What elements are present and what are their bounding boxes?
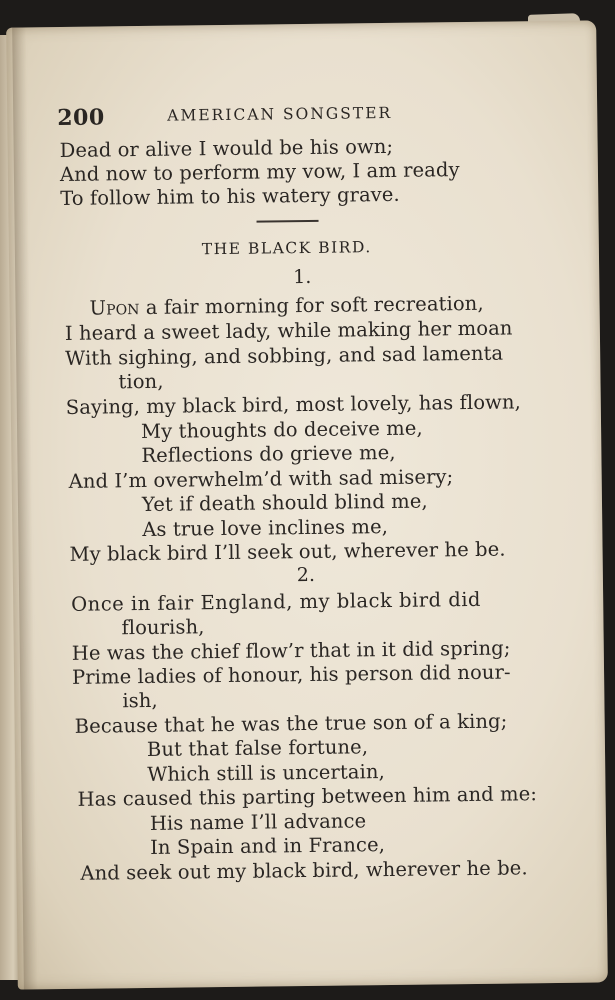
text-line: ish, (122, 688, 158, 713)
text-line: Has caused this parting between him and me: (77, 782, 538, 811)
text-line: I heard a sweet lady, while making her moan (64, 316, 513, 345)
text-line: To follow him to his watery grave. (60, 182, 400, 210)
stanza-number: 1. (293, 265, 312, 289)
text-line: And seek out my black bird, wherever he be. (80, 856, 528, 885)
text-line: In Spain and in France, (150, 833, 386, 859)
text-line: Which still is uncertain, (147, 760, 385, 786)
song-title: THE BLACK BIRD. (201, 238, 372, 259)
text-line: Reflections do grieve me, (141, 440, 396, 468)
text-line: My thoughts do deceive me, (140, 416, 423, 444)
running-title: AMERICAN SONGSTER (167, 103, 393, 125)
text-line: Once in fair England, my black bird did (71, 587, 482, 616)
text-line: He was the chief flow’r that in it did spring; (71, 636, 511, 665)
text-line: Because that he was the true son of a king; (74, 709, 508, 738)
first-line-rest: a fair morning for soft recreation, (139, 291, 484, 320)
text-line: And now to perform my vow, I am ready (59, 158, 460, 186)
text-line: Prime ladies of honour, his person did nour- (71, 660, 511, 689)
section-divider (257, 220, 319, 223)
book-page (6, 20, 608, 989)
page-text (6, 20, 596, 885)
text-line: Saying, my black bird, most lovely, has flown, (65, 390, 521, 419)
text-line (89, 292, 483, 321)
text-line: Dead or alive I would be his own; (59, 134, 394, 162)
text-line: tion, (118, 369, 164, 394)
text-line: flourish, (121, 615, 205, 640)
text-line: As true love inclines me, (142, 515, 389, 542)
text-line: And I’m overwhelm’d with sad misery; (68, 465, 454, 493)
page-gutter-shadow (12, 27, 38, 989)
text-line: My black bird I’ll seek out, wherever he be. (69, 537, 506, 566)
page-number: 200 (57, 104, 105, 132)
text-line: But that false fortune, (146, 735, 369, 761)
drop-word: Upon (89, 296, 140, 320)
text-line: Yet if death should blind me, (141, 489, 428, 517)
text-line: With sighing, and sobbing, and sad lamenta (65, 341, 504, 370)
text-line: His name I’ll advance (149, 809, 367, 835)
stanza-number: 2. (296, 563, 316, 587)
